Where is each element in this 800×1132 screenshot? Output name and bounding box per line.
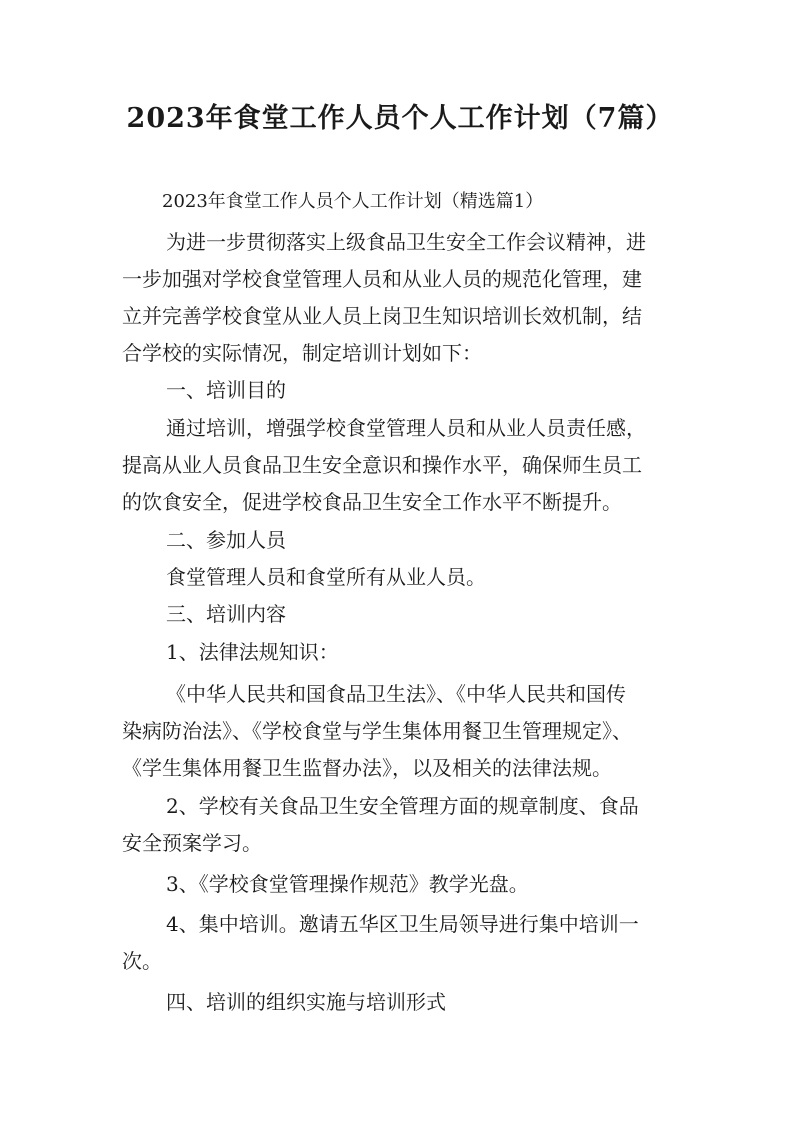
paragraph-line: 食堂管理人员和食堂所有从业人员。	[166, 565, 486, 589]
paragraph-line: 通过培训，增强学校食堂管理人员和从业人员责任感，	[166, 416, 646, 440]
paragraph-line: 立并完善学校食堂从业人员上岗卫生知识培训长效机制，结	[122, 304, 642, 328]
section-heading: 一、培训目的	[166, 378, 286, 402]
list-item: 4、集中培训。邀请五华区卫生局领导进行集中培训一	[166, 912, 639, 936]
paragraph-line: 提高从业人员食品卫生安全意识和操作水平，确保师生员工	[122, 453, 642, 477]
section-subtitle: 2023年食堂工作人员个人工作计划（精选篇1）	[162, 191, 544, 212]
paragraph-line: 《中华人民共和国食品卫生法》、《中华人民共和国传	[166, 682, 626, 706]
paragraph-line: 染病防治法》、《学校食堂与学生集体用餐卫生管理规定》、	[122, 719, 632, 743]
section-heading: 三、培训内容	[166, 602, 286, 626]
paragraph-line: 一步加强对学校食堂管理人员和从业人员的规范化管理，建	[122, 267, 642, 291]
paragraph-line: 次。	[122, 949, 162, 973]
paragraph-line: 为进一步贯彻落实上级食品卫生安全工作会议精神，进	[166, 230, 646, 254]
document-title: 2023年食堂工作人员个人工作计划（7篇）	[126, 103, 674, 134]
paragraph-line: 的饮食安全，促进学校食品卫生安全工作水平不断提升。	[122, 490, 622, 514]
paragraph-line: 合学校的实际情况，制定培训计划如下：	[122, 341, 482, 365]
paragraph-line: 安全预案学习。	[122, 831, 262, 855]
list-item: 1、法律法规知识：	[166, 640, 339, 664]
paragraph-line: 《学生集体用餐卫生监督办法》，以及相关的法律法规。	[122, 756, 612, 780]
list-item: 3、《学校食堂管理操作规范》教学光盘。	[166, 872, 529, 896]
section-heading: 四、培训的组织实施与培训形式	[166, 990, 446, 1014]
section-heading: 二、参加人员	[166, 528, 286, 552]
list-item: 2、学校有关食品卫生安全管理方面的规章制度、食品	[166, 794, 639, 818]
